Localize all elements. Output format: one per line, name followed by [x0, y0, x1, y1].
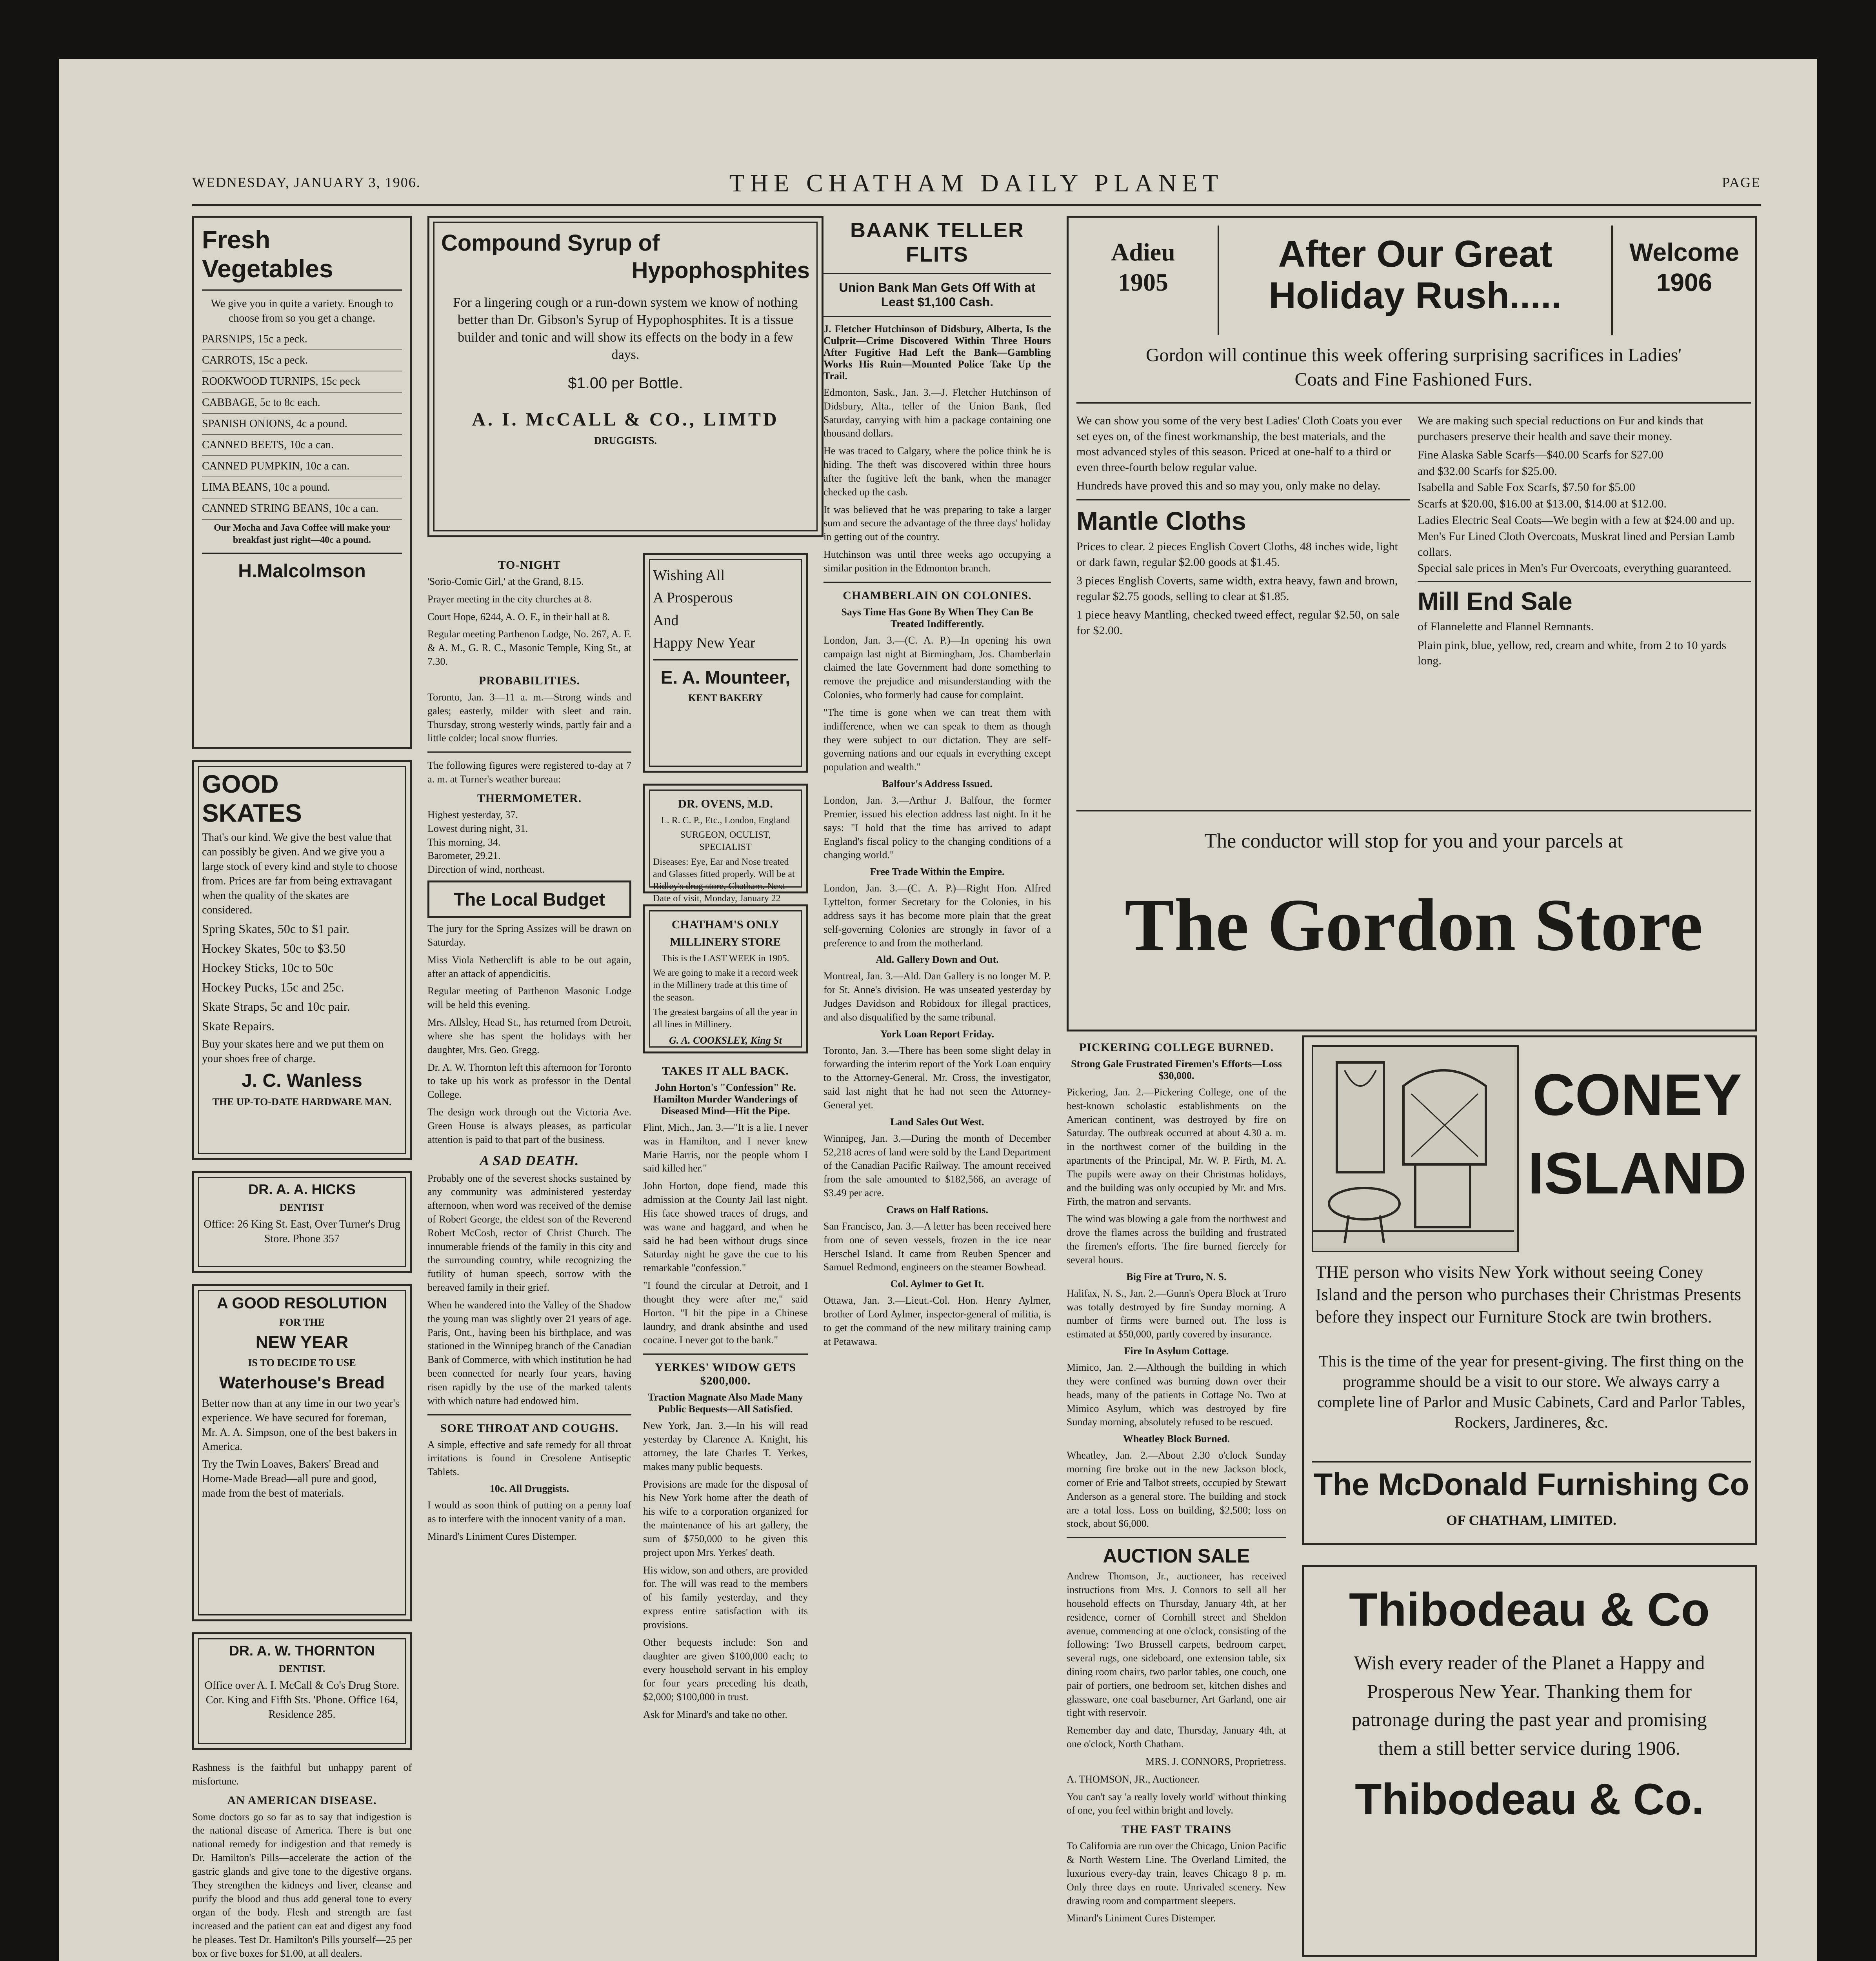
coney-title-2: ISLAND — [1527, 1140, 1747, 1206]
yerkes-para: New York, Jan. 3.—In his will read yesterday by Clarence A. Knight, his attorney, the late Charles T. Yerkes, makes many public bequests. — [643, 1420, 808, 1472]
brief-body: London, Jan. 3.—Arthur J. Balfour, the former Premier, issued his election address last night. In it he says: "I hold that the time has arrived to adapt England's fiscal policy to the changing conditions of a changing world." — [823, 795, 1051, 861]
col1-articles — [192, 1761, 412, 1961]
newspaper-page — [192, 165, 1761, 1961]
pickering-para: The wind was blowing a gale from the northwest and drove the flames across the building and frustrated the firemen's efforts. The fire burned fiercely for several hours. — [1067, 1213, 1286, 1266]
sad-death-headline: A SAD DEATH. — [480, 1152, 579, 1168]
horton-sub: John Horton's "Confession" Re. Hamilton Murder Wanderings of Diseased Mind—Hit the Pipe. — [653, 1082, 798, 1117]
furs-row: Isabella and Sable Fox Scarfs, $7.50 for $5.00 — [1418, 481, 1635, 494]
yerkes-para: His widow, son and others, are provided for. The will was read to the members of his family yesterday, and they express entire satisfaction with its provisions. — [643, 1564, 808, 1630]
column-7 — [1302, 1035, 1757, 1961]
newspaper-sheet — [59, 59, 1817, 1961]
col1-line: Rashness is the faithful but unhappy parent of misfortune. — [192, 1762, 412, 1787]
resolution-body: Better now than at any time in our two year's experience. We have secured for foreman, Mr. A. A. Simpson, one of the best bakers in America. — [202, 1397, 400, 1453]
brief-body: Halifax, N. S., Jan. 2.—Gunn's Opera Block at Truro was totally destroyed by fire Sunday morning. A number of firms were burned out. The loss is estimated at $50,000, partly covered by insurance. — [1067, 1287, 1286, 1340]
mounteer-name: E. A. Mounteer, — [660, 667, 791, 688]
divider — [202, 289, 402, 291]
probabilities-body: Toronto, Jan. 3—11 a. m.—Strong winds and gales; easterly, milder with sleet and rain. Thursday, strong westerly winds, partly fair and a little colder; local snow flurries. — [427, 691, 631, 744]
brief-headline: York Loan Report Friday. — [880, 1028, 994, 1040]
millinery-body-3: The greatest bargains of all the year in all lines in Millinery. — [653, 1007, 798, 1030]
vegetable-item: ROOKWOOD TURNIPS, 15c peck — [202, 371, 402, 393]
budget-item: The design work through out the Victoria Ave. Green House is always pleases, as particular attention is paid to that part of the business. — [427, 1106, 631, 1145]
yerkes-tail: Ask for Minard's and take no other. — [643, 1708, 787, 1720]
headline-box — [1218, 226, 1613, 335]
wishing-line: Happy New Year — [653, 635, 755, 651]
syrup-title-1: Compound Syrup of — [441, 230, 660, 256]
disease-headline: AN AMERICAN DISEASE. — [227, 1794, 377, 1807]
brief-headline: Wheatley Block Burned. — [1123, 1433, 1230, 1445]
adieu-line-1: Adieu — [1111, 238, 1175, 266]
divider — [1076, 810, 1751, 811]
millinery-merchant: G. A. COOKSLEY, King St — [669, 1035, 782, 1046]
resolution-body-2: Try the Twin Loaves, Bakers' Bread and Home-Made Bread—all pure and good, made from the best of materials. — [202, 1458, 379, 1500]
resolution-line-4: IS TO DECIDE TO USE — [248, 1357, 356, 1368]
yerkes-sub: Traction Magnate Also Made Many Public Bequests—All Satisfied. — [648, 1392, 803, 1415]
furs-row: and $32.00 Scarfs for $25.00. — [1418, 464, 1557, 478]
col6-minard: Minard's Liniment Cures Distemper. — [1067, 1912, 1216, 1924]
coney-island-ad — [1302, 1035, 1757, 1545]
gordon-headline: After Our Great Holiday Rush..... — [1269, 233, 1562, 317]
budget-item: Mrs. Allsley, Head St., has returned from Detroit, where she has spent the holidays with her daughter, Mrs. Geo. Gregg. — [427, 1017, 631, 1055]
thermometer-intro: The following figures were registered to-day at 7 a. m. at Turner's weather bureau: — [427, 760, 631, 785]
probabilities-headline: PROBABILITIES. — [478, 674, 580, 687]
resolution-line-1: A GOOD RESOLUTION — [216, 1295, 387, 1312]
mounteer-ad — [643, 553, 808, 773]
adieu-box — [1076, 226, 1210, 335]
waterhouse-ad — [192, 1284, 412, 1621]
auction-body: Andrew Thomson, Jr., auctioneer, has received instructions from Mrs. J. Connors to sell all her household effects on Thursday, January 4th, at her residence, corner of Cornhill street and Sheldon avenue, commencing at one o'clock, consisting of the following: Two Brussell carpets, bedroom carpet, several rugs, one sideboard, one extension table, six dining room chairs, two parlor tables, one couch, one pair of portiers, one bedroom set, kitchen dishes and glassware, one coal baseburner, Art Garland, one air tight with reservoir. — [1067, 1570, 1286, 1719]
skates-tagline: THE UP-TO-DATE HARDWARE MAN. — [212, 1096, 392, 1108]
skates-intro: That's our kind. We give the best value that can possibly be given. And we give you a large stock of every kind and style to choose from. Prices are far from being extravagant when the quality of the skates are considered. — [202, 831, 398, 916]
furs-row: Ladies Electric Seal Coats—We begin with a few at $24.00 and up. — [1418, 513, 1735, 527]
brief-headline: Land Sales Out West. — [890, 1116, 984, 1128]
millinery-title-2: MILLINERY STORE — [670, 935, 781, 948]
tonight-headline: TO-NIGHT — [498, 558, 561, 571]
thermometer-row: Barometer, 29.21. — [427, 850, 501, 862]
ovens-body: Diseases: Eye, Ear and Nose treated and Glasses fitted properly. Will be at Ridley's drug store, Chatham. Next Date of visit, Monday, January 22 — [653, 857, 795, 904]
brief-body: San Francisco, Jan. 3.—A letter has been received here from one of seven vessels, frozen in the ice near Herschel Island. It came from Reuben Spencer and Samuel Redmond, engineers on the steamer Bowhead. — [823, 1220, 1051, 1273]
vegetables-title-2: Vegetables — [202, 254, 333, 283]
sore-throat-price: 10c. All Druggists. — [489, 1483, 569, 1495]
syrup-price: $1.00 per Bottle. — [568, 374, 683, 392]
thermometer-row: Highest yesterday, 37. — [427, 809, 518, 820]
wishing-line: And — [653, 612, 679, 629]
millend-headline: Mill End Sale — [1418, 587, 1572, 615]
sad-death-para: When he wandered into the Valley of the Shadow the young man was slightly over 21 years of age. Paris, Ont., having been his birthplace, and was stationed in the Winnipeg branch of the Canadian Bank of Commerce, with which institution he had been connected for nearly four years, having risen rapidly by the use of the marked talents with which nature had endowed him. — [427, 1299, 631, 1406]
resolution-line-2: FOR THE — [279, 1317, 325, 1328]
chamberlain-headline: CHAMBERLAIN ON COLONIES. — [843, 589, 1032, 602]
thibodeau-name: Thibodeau & Co — [1349, 1583, 1710, 1636]
skates-item: Spring Skates, 50c to $1 pair. — [202, 921, 349, 936]
column-6 — [1067, 1035, 1286, 1961]
local-budget-headline: The Local Budget — [454, 889, 605, 910]
masthead — [192, 165, 1761, 206]
thibodeau-ad — [1302, 1565, 1757, 1957]
mantle-lead: Prices to clear. 2 pieces English Covert Cloths, 48 inches wide, light or dark fawn, regular $2.00 goods at $1.45. — [1076, 540, 1398, 569]
syrup-ad — [427, 216, 823, 537]
brief-body: Toronto, Jan. 3.—There has been some slight delay in forwarding the interim report of the York Loan enquiry to the Attorney-General. Mr. Cross, the investigator, said last night that he had not seen the Attorney-General yet. — [823, 1044, 1051, 1111]
millinery-ad — [643, 904, 808, 1053]
budget-item: Miss Viola Netherclift is able to be out again, after an attack of appendicitis. — [427, 954, 631, 979]
tonight-item: 'Sorio-Comic Girl,' at the Grand, 8.15. — [427, 576, 584, 587]
skates-ad — [192, 760, 412, 1160]
coats-body-2: Hundreds have proved this and so may you, only make no delay. — [1076, 479, 1381, 493]
vegetable-item: CANNED BEETS, 10c a can. — [202, 435, 402, 456]
welcome-line-2: 1906 — [1656, 268, 1712, 297]
furs-row: Special sale prices in Men's Fur Overcoats, everything guaranteed. — [1418, 562, 1732, 575]
brief-headline: Ald. Gallery Down and Out. — [876, 954, 999, 966]
gordon-sub: Gordon will continue this week offering surprising sacrifices in Ladies' Coats and Fine Fashioned Furs. — [1145, 345, 1682, 390]
conductor-line: The conductor will stop for you and your parcels at — [1204, 830, 1623, 852]
furs-row: Men's Fur Lined Cloth Overcoats, Muskrat lined and Persian Lamb collars. — [1418, 530, 1735, 558]
coney-title-1: CONEY — [1532, 1062, 1742, 1128]
pickering-sub: Strong Gale Frustrated Firemen's Efforts—Loss $30,000. — [1071, 1058, 1282, 1081]
bank-deck: J. Fletcher Hutchinson of Didsbury, Alberta, Is the Culprit—Crime Discovered Within Three Hours After Fugitive Had Left the Bank—Gambling Works His Ruin—Mounted Police Take Up the Trail. — [823, 323, 1051, 382]
divider — [653, 659, 798, 660]
vegetables-merchant: H.Malcolmson — [238, 561, 366, 582]
wishing-line: A Prosperous — [653, 589, 733, 606]
furs-intro: We are making such special reductions on Fur and kinds that purchasers preserve their health and save their money. — [1418, 414, 1704, 443]
local-budget-box — [427, 880, 631, 918]
skates-outro: Buy your skates here and we put them on your shoes free of charge. — [202, 1038, 384, 1065]
syrup-firm: A. I. McCALL & CO., LIMTD — [472, 409, 779, 430]
brief-headline: Col. Aylmer to Get It. — [890, 1278, 984, 1290]
thornton-role: DENTIST. — [278, 1663, 325, 1675]
resolution-brand: Waterhouse's Bread — [219, 1373, 385, 1392]
thermometer-row: This morning, 34. — [427, 836, 501, 848]
vegetable-item: LIMA BEANS, 10c a pound. — [202, 477, 402, 498]
divider — [427, 1414, 631, 1415]
column-1 — [192, 216, 412, 1961]
brief-body: Winnipeg, Jan. 3.—During the month of December 52,218 acres of land were sold by the Land Department of the Canadian Pacific Railway. The amount received from the sale amounted to $182,566, an average of $3.49 per acre. — [823, 1132, 1051, 1199]
auction-headline: AUCTION SALE — [1103, 1545, 1250, 1567]
mantle-headline: Mantle Cloths — [1076, 506, 1246, 535]
vegetable-item: SPANISH ONIONS, 4c a pound. — [202, 414, 402, 435]
skates-item: Hockey Pucks, 15c and 25c. — [202, 980, 344, 994]
mcdonald-firm: The McDonald Furnishing Co — [1312, 1461, 1751, 1503]
sore-throat-body: A simple, effective and safe remedy for all throat irritations is found in Cresolene Antiseptic Tablets. — [427, 1439, 631, 1478]
auction-sign-2: A. THOMSON, JR., Auctioneer. — [1067, 1773, 1200, 1785]
col2-body — [427, 553, 631, 1548]
tonight-item: Regular meeting Parthenon Lodge, No. 267, A. F. & A. M., G. R. C., Masonic Temple, King St., at 7.30. — [427, 628, 631, 668]
masthead-date: WEDNESDAY, JANUARY 3, 1906. — [192, 175, 421, 190]
mantle-body: 3 pieces English Coverts, same width, extra heavy, fawn and brown, regular $2.75 goods, selling to clear at $1.85. — [1076, 574, 1398, 603]
brief-body: Wheatley, Jan. 2.—About 2.30 o'clock Sunday morning fire broke out in the new Jackson block, corner of Erie and Talbot streets, occupied by Stewart Anderson as a general store. The building and stock are a total loss. Loss on building, $2,500; loss on stock, about $6,000. — [1067, 1450, 1286, 1530]
syrup-firm-sub: DRUGGISTS. — [594, 435, 657, 446]
horton-headline: TAKES IT ALL BACK. — [662, 1064, 789, 1077]
syrup-title-2: Hypophosphites — [631, 257, 810, 283]
skates-title-2: SKATES — [202, 799, 302, 827]
brief-body: Ottawa, Jan. 3.—Lieut.-Col. Hon. Henry Aylmer, brother of Lord Aylmer, inspector-general of militia, is to get the command of the new military training camp at Petawawa. — [823, 1295, 1051, 1347]
millinery-body-1: This is the LAST WEEK in 1905. — [662, 953, 789, 964]
wishing-line: Wishing All — [653, 567, 725, 584]
auction-body-2: Remember day and date, Thursday, January 4th, at one o'clock, North Chatham. — [1067, 1725, 1286, 1750]
chamberlain-para: "The time is gone when we can treat them with indifference, when we can speak to them as though they were subject to our dictation. They are self-governing nations and our equals in everything except population and wealth." — [823, 706, 1051, 773]
vegetables-coffee: Our Mocha and Java Coffee will make your breakfast just right—40c a pound. — [214, 523, 390, 546]
brief-body: Mimico, Jan. 2.—Although the building in which they were confined was burning down over their heads, many of the patients in Cottage No. Two at Mimico Asylum, which was destroyed by fire Sunday morning, absolutely refused to be rescued. — [1067, 1362, 1286, 1428]
thermometer-row: Lowest during night, 31. — [427, 822, 528, 834]
gordon-store-name: The Gordon Store — [1124, 884, 1703, 966]
mounteer-shop: KENT BAKERY — [688, 692, 763, 704]
millend-body: Plain pink, blue, yellow, red, cream and white, from 2 to 10 yards long. — [1418, 639, 1727, 668]
gordon-store-ad — [1067, 216, 1757, 1031]
ovens-name: DR. OVENS, M.D. — [678, 797, 773, 810]
horton-para: Flint, Mich., Jan. 3.—"It is a lie. I never was in Hamilton, and I never knew Marie Harris, nor the people whom I said killed her." — [643, 1122, 808, 1174]
furs-row: Scarfs at $20.00, $16.00 at $13.00, $14.00 at $12.00. — [1418, 497, 1667, 510]
brief-body: London, Jan. 3.—(C. A. P.)—Right Hon. Alfred Lyttelton, former Secretary for the Colonies, in his address says it has become more plain that the great self-governing Colonies are strongly in favor of a preference to and from the motherland. — [823, 882, 1051, 949]
skates-item: Skate Straps, 5c and 10c pair. — [202, 999, 350, 1014]
furs-block — [1418, 410, 1751, 672]
coney-body: THE person who visits New York without seeing Coney Island and the person who purchases their Christmas Presents before they inspect our Furniture Stock are twin brothers. — [1316, 1262, 1741, 1327]
masthead-page: PAGE — [1722, 175, 1761, 190]
coney-body-2: This is the time of the year for present-giving. The first thing on the programme should be a visit to our store. We always carry a complete line of Parlor and Music Cabinets, Card and Parlor Tables, Rockers, Jardineres, &c. — [1317, 1352, 1745, 1431]
hicks-role: DENTIST — [279, 1202, 325, 1213]
hicks-name: DR. A. A. HICKS — [248, 1181, 356, 1197]
column-3 — [643, 553, 808, 1961]
coney-illustration — [1312, 1045, 1519, 1252]
syrup-body: For a lingering cough or a run-down system we know of nothing better than Dr. Gibson's Syrup of Hypophosphites. It is a tissue builder and tonic and will show its effects on the body in a few days. — [453, 295, 798, 362]
resolution-line-3: NEW YEAR — [255, 1333, 349, 1352]
thermometer-row: Direction of wind, northeast. — [427, 864, 545, 875]
divider — [1418, 581, 1751, 582]
skates-item: Hockey Skates, 50c to $3.50 — [202, 941, 346, 955]
skates-item: Skate Repairs. — [202, 1019, 274, 1033]
tonight-item: Prayer meeting in the city churches at 8. — [427, 593, 592, 605]
furs-row: Fine Alaska Sable Scarfs—$40.00 Scarfs for $27.00 — [1418, 448, 1663, 462]
bank-headline: BAANK TELLER FLITS — [850, 218, 1024, 266]
budget-item: The jury for the Spring Assizes will be drawn on Saturday. — [427, 923, 631, 948]
divider — [427, 751, 631, 753]
chamberlain-sub: Says Time Has Gone By When They Can Be Treated Indifferently. — [841, 606, 1033, 629]
brief-headline: Fire In Asylum Cottage. — [1124, 1345, 1229, 1357]
vegetables-title-1: Fresh — [202, 226, 271, 254]
vegetable-item: CARROTS, 15c a peck. — [202, 350, 402, 371]
vegetable-item: PARSNIPS, 15c a peck. — [202, 329, 402, 350]
bank-para: He was traced to Calgary, where the police think he is hiding. The theft was discovered within three hours after the fugitive left the bank, when the manager checked up the cash. — [823, 445, 1051, 498]
thibodeau-body: Wish every reader of the Planet a Happy and Prosperous New Year. Thanking them for patronage during the past year and promising them a still better service during 1906. — [1352, 1652, 1707, 1759]
budget-item: Dr. A. W. Thornton left this afternoon for Toronto to take up his work as professor in the Dental College. — [427, 1061, 631, 1101]
brief-headline: Free Trade Within the Empire. — [870, 866, 1005, 878]
vegetables-ad — [192, 216, 412, 749]
ovens-role: SURGEON, OCULIST, SPECIALIST — [680, 830, 771, 853]
budget-item: Regular meeting of Parthenon Masonic Lodge will be held this evening. — [427, 985, 631, 1011]
pickering-headline: PICKERING COLLEGE BURNED. — [1079, 1041, 1274, 1054]
col2-tail: I would as soon think of putting on a penny loaf as to interfere with the innocent vanity of a man. — [427, 1499, 631, 1524]
brief-headline: Craws on Half Rations. — [886, 1204, 988, 1215]
brief-headline: Big Fire at Truro, N. S. — [1126, 1271, 1227, 1282]
disease-body: Some doctors go so far as to say that indigestion is the national disease of America. There is but one national remedy for indigestion and that remedy is Dr. Hamilton's Pills—accelerate the action of the gastric glands and give tone to the digestive organs. They strengthen the kidneys and liver, cleanse and purify the blood and thus add general tone to every organ of the body. Flesh and strength are fast increased and the patient can eat and digest any food he pleases. Test Dr. Hamilton's Pills yourself—25 per box or five boxes for $1.00, at all dealers. — [192, 1811, 412, 1959]
horton-para: "I found the circular at Detroit, and I thought they were after me," said Horton. "I hit the pipe in a Chinese laundry, and drank absinthe and used cocaine. I never got to the bank." — [643, 1280, 808, 1346]
yerkes-para: Provisions are made for the disposal of his New York home after the death of his wife to a corporation organized for the maintenance of his art gallery, the sum of $750,000 to be given this project upon Mrs. Yerkes' death. — [643, 1478, 808, 1558]
auction-sign-1: MRS. J. CONNORS, Proprietress. — [1145, 1755, 1286, 1767]
yerkes-headline: YERKES' WIDOW GETS $200,000. — [654, 1361, 796, 1388]
divider — [1076, 402, 1751, 404]
column-4 — [823, 216, 1051, 1961]
skates-title-1: GOOD — [202, 770, 279, 798]
divider — [823, 582, 1051, 583]
sore-throat-headline: SORE THROAT AND COUGHS. — [440, 1421, 619, 1435]
mcdonald-firm-sub: OF CHATHAM, LIMITED. — [1446, 1512, 1616, 1528]
trains-headline: THE FAST TRAINS — [1121, 1823, 1232, 1836]
bank-para: It was believed that he was preparing to take a larger sum and secure the advantage of the three days' holiday in getting out of the country. — [823, 504, 1051, 543]
divider — [643, 1353, 808, 1355]
bank-sub: Union Bank Man Gets Off With at Least $1,100 Cash. — [839, 280, 1036, 309]
thibodeau-name-2: Thibodeau & Co. — [1355, 1775, 1704, 1824]
ovens-creds: L. R. C. P., Etc., London, England — [661, 815, 790, 826]
vegetable-item: CABBAGE, 5c to 8c each. — [202, 393, 402, 414]
trains-body: To California are run over the Chicago, Union Pacific & North Western Line. The Overland Limited, the luxurious every-day train, leaves Chicago 8 p. m. Only three days en route. Unrivaled scenery. New drawing room and compartment sleepers. — [1067, 1840, 1286, 1906]
sad-death-para: Probably one of the severest shocks sustained by any community was administered yesterday afternoon, when word was received of the demise of Robert George, the eldest son of the Reverend Robert McCosh, rector of Christ Church. The innumerable friends of the family in this city and the surrounding country, while recognizing the futility of human speech, sorrow with the bereaved family in their grief. — [427, 1172, 631, 1293]
chamberlain-para: London, Jan. 3.—(C. A. P.)—In opening his own campaign last night at Birmingham, Jos. Chamberlain claimed the late Government had done something to remove the prejudice and misunderstanding with the Colonies, who formerly had cause for complaint. — [823, 634, 1051, 701]
skates-item: Hockey Sticks, 10c to 50c — [202, 960, 334, 975]
brief-body: Montreal, Jan. 3.—Ald. Dan Gallery is no longer M. P. for St. Anne's division. He was unseated yesterday by Judges Davidson and Robidoux for illegal practices, and also disqualified by the same tribunal. — [823, 970, 1051, 1023]
col6-misc: You can't say 'a really lovely world' without thinking of one, you feel within bright and lovely. — [1067, 1791, 1286, 1816]
thornton-card — [192, 1632, 412, 1750]
hicks-office: Office: 26 King St. East, Over Turner's Drug Store. Phone 357 — [204, 1218, 400, 1245]
vegetable-item: CANNED PUMPKIN, 10c a can. — [202, 456, 402, 477]
mantle-body-2: 1 piece heavy Mantling, checked tweed effect, regular $2.50, on sale for $2.00. — [1076, 608, 1400, 637]
divider — [202, 553, 402, 554]
bank-para: Hutchinson was until three weeks ago occupying a similar position in the Edmonton branch. — [823, 549, 1051, 574]
coats-block — [1076, 410, 1410, 642]
thornton-name: DR. A. W. THORNTON — [229, 1643, 375, 1659]
bank-para: Edmonton, Sask., Jan. 3.—J. Fletcher Hutchinson of Didsbury, Alta., teller of the Union Bank, fled Saturday, carrying with him a package containing one thousand dollars. — [823, 387, 1051, 439]
masthead-title: THE CHATHAM DAILY PLANET — [729, 169, 1224, 197]
vegetable-item: CANNED STRING BEANS, 10c a can. — [202, 498, 402, 520]
divider — [823, 273, 1051, 274]
divider — [823, 316, 1051, 317]
brief-headline: Balfour's Address Issued. — [882, 778, 993, 790]
ovens-card — [643, 784, 808, 904]
skates-merchant: J. C. Wanless — [242, 1070, 362, 1091]
thermometer-headline: THERMOMETER. — [477, 791, 582, 805]
adieu-line-2: 1905 — [1118, 268, 1168, 296]
vegetables-intro: We give you in quite a variety. Enough to choose from so you get a change. — [211, 298, 393, 325]
millinery-title-1: CHATHAM'S ONLY — [671, 918, 780, 931]
pickering-para: Pickering, Jan. 2.—Pickering College, one of the best-known scholastic establishments on the American continent, was destroyed by fire on Saturday. The outbreak occurred at about 4.30 a. m. in the northwest corner of the building in the apartments of the Principal, Mr. W. P. Firth, M. A. The pupils were away on their Christmas holidays, and the building was only occupied by Mr. and Mrs. Firth, the matron and servants. — [1067, 1086, 1286, 1207]
thornton-office: Office over A. I. McCall & Co's Drug Store. Cor. King and Fifth Sts. 'Phone. Office 164, Residence 285. — [204, 1679, 400, 1721]
divider — [1067, 1537, 1286, 1538]
furniture-illustration-icon — [1313, 1047, 1514, 1248]
horton-para: John Horton, dope fiend, made this admission at the County Jail last night. His face showed traces of drugs, and was wane and haggard, and when he said he had been without drugs since Saturday night he gave the cue to his remarkable "confession." — [643, 1180, 808, 1274]
hicks-card — [192, 1171, 412, 1273]
divider — [1076, 499, 1410, 500]
yerkes-para: Other bequests include: Son and daughter are given $100,000 each; to every household servant in his employ for four years preceding his death, $2,000; $100,000 in trust. — [643, 1636, 808, 1703]
coats-body: We can show you some of the very best Ladies' Cloth Coats you ever set eyes on, of the finest workmanship, the best materials, and the most advanced styles of this season. Priced at one-half to a third or even three-fourth below regular value. — [1076, 414, 1402, 474]
tonight-item: Court Hope, 6244, A. O. F., in their hall at 8. — [427, 611, 610, 622]
welcome-box — [1618, 226, 1751, 335]
welcome-line-1: Welcome — [1629, 238, 1739, 266]
col2-minard: Minard's Liniment Cures Distemper. — [427, 1530, 577, 1542]
millinery-body-2: We are going to make it a record week in the Millinery trade at this time of the season. — [653, 968, 798, 1003]
millend-lead: of Flannelette and Flannel Remnants. — [1418, 620, 1594, 633]
